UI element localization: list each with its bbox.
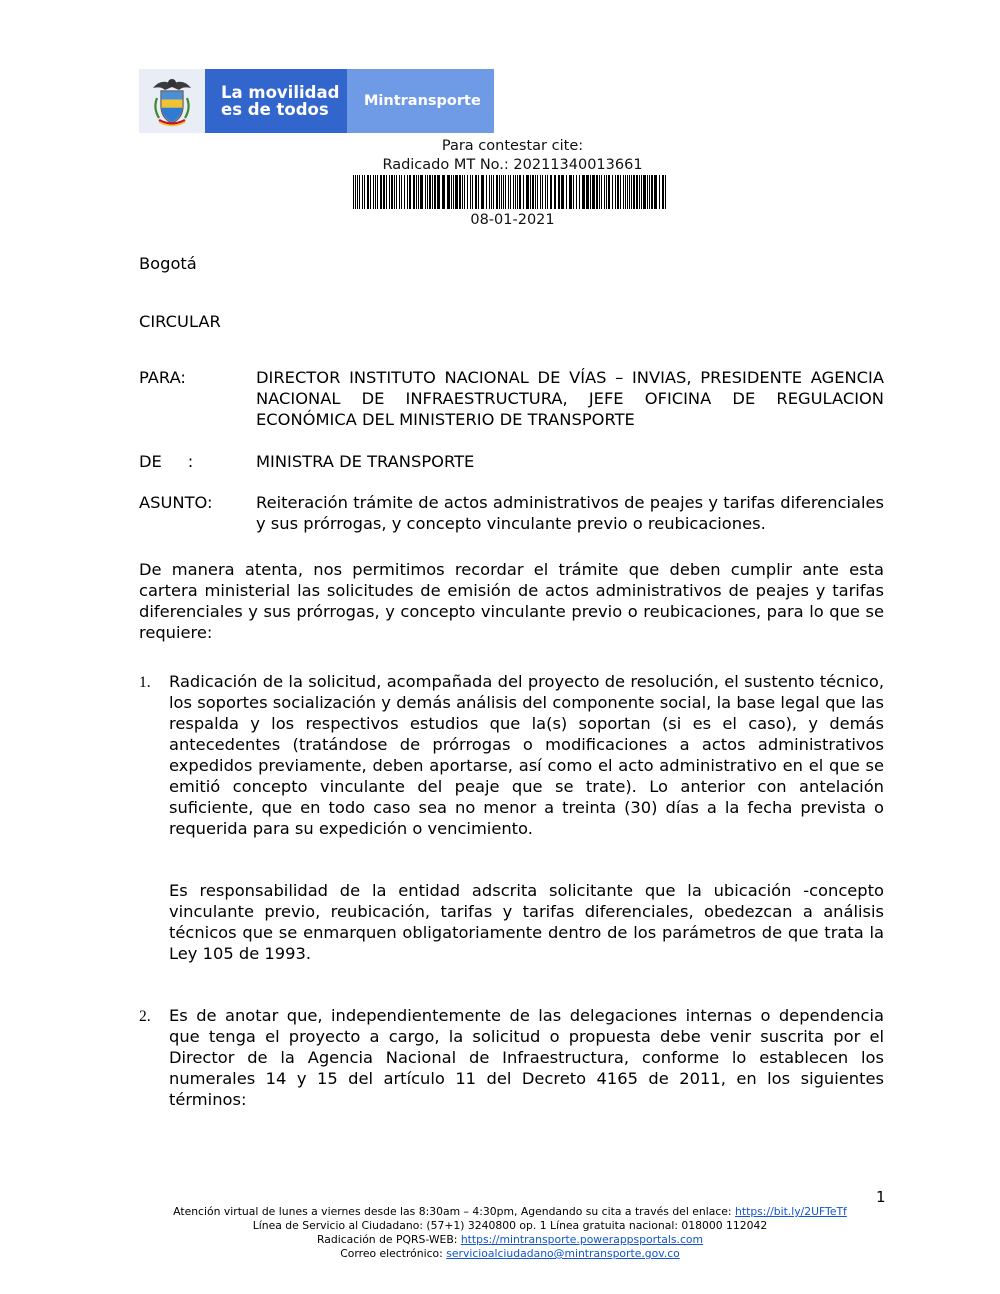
email-link[interactable]: servicioalciudadano@mintransporte.gov.co [446, 1247, 680, 1260]
header-logo [139, 69, 494, 133]
intro-paragraph: De manera atenta, nos permitimos recordar el trámite que deben cumplir ante esta cartera ministerial las solicitudes de emisión de actos administrativos de peajes y tarifas diferenciales y sus prórrogas, y concepto vinculante previo o reubicaciones, para lo que se requiere: [139, 560, 884, 642]
de-label: DE : [139, 452, 194, 471]
list-item-note: Es responsabilidad de la entidad adscrita solicitante que la ubicación -concepto vinculante previo, reubicación, tarifas y tarifas diferenciales, obedezcan a análisis técnicos que se enmarquen obligatoriamente dentro de los parámetros de que trata la Ley 105 de 1993. [169, 881, 884, 963]
para-value: DIRECTOR INSTITUTO NACIONAL DE VÍAS – INVIAS, PRESIDENTE AGENCIA NACIONAL DE INFRAESTRUCTURA, JEFE OFICINA DE REGULACION ECONÓMICA DEL MINISTERIO DE TRANSPORTE [256, 368, 884, 429]
barcode [353, 175, 669, 209]
para-label: PARA: [139, 368, 186, 387]
logo-ministry: Mintransporte [347, 69, 494, 133]
list-item: Radicación de la solicitud, acompañada del proyecto de resolución, el sustento técnico, los soportes socialización y demás análisis del componente social, la base legal que las respalda y los respectivos estudios que la(s) soportan (si es el caso), y demás antecedentes (tratándose de prórrogas o modificaciones a actos administrativos expedidos previamente, deben aportarse, así como el acto administrativo en el que se emitió concepto vinculante del peaje que se trate). Lo anterior con antelación suficiente, que en todo caso sea no menor a treinta (30) días a la fecha prevista o requerida para su expedición o vencimiento. [169, 672, 884, 838]
footer [130, 1205, 890, 1261]
logo-slogan: La movilidad es de todos [205, 69, 347, 133]
footer-line-pqrs: Radicación de PQRS-WEB: https://mintransporte.powerappsportals.com [316, 1233, 704, 1246]
pqrs-link[interactable]: https://mintransporte.powerappsportals.com [460, 1233, 704, 1246]
page-number: 1 [876, 1188, 886, 1206]
city: Bogotá [139, 254, 197, 273]
cite-date: 08-01-2021 [470, 212, 555, 228]
list-item-number: 2. [139, 1008, 151, 1025]
coat-of-arms-icon [139, 69, 205, 133]
appointment-link[interactable]: https://bit.ly/2UFTeTf [735, 1205, 847, 1218]
de-value: MINISTRA DE TRANSPORTE [256, 452, 475, 471]
list-item-number: 1. [139, 674, 151, 691]
asunto-label: ASUNTO: [139, 493, 213, 512]
asunto-value: Reiteración trámite de actos administrativos de peajes y tarifas diferenciales y sus prórrogas, y concepto vinculante previo o reubicaciones. [256, 493, 884, 533]
cite-instruction: Para contestar cite: [441, 138, 584, 154]
list-item: Es de anotar que, independientemente de las delegaciones internas o dependencia que tenga el proyecto a cargo, la solicitud o propuesta debe venir suscrita por el Director de la Agencia Nacional de Infraestructura, conforme lo establecen los numerales 14 y 15 del artículo 11 del Decreto 4165 de 2011, en los siguientes términos: [169, 1006, 884, 1109]
footer-line-email: Correo electrónico: servicioalciudadano@mintransporte.gov.co [340, 1247, 680, 1260]
footer-line-phone: Línea de Servicio al Ciudadano: (57+1) 3240800 op. 1 Línea gratuita nacional: 018000 112042 [252, 1219, 768, 1232]
footer-line-hours: Atención virtual de lunes a viernes desde las 8:30am – 4:30pm, Agendando su cita a través del enlace: https://bit.ly/2UFTeTf [173, 1205, 847, 1218]
radicado-number: Radicado MT No.: 20211340013661 [382, 157, 643, 173]
document-type: CIRCULAR [139, 312, 221, 331]
